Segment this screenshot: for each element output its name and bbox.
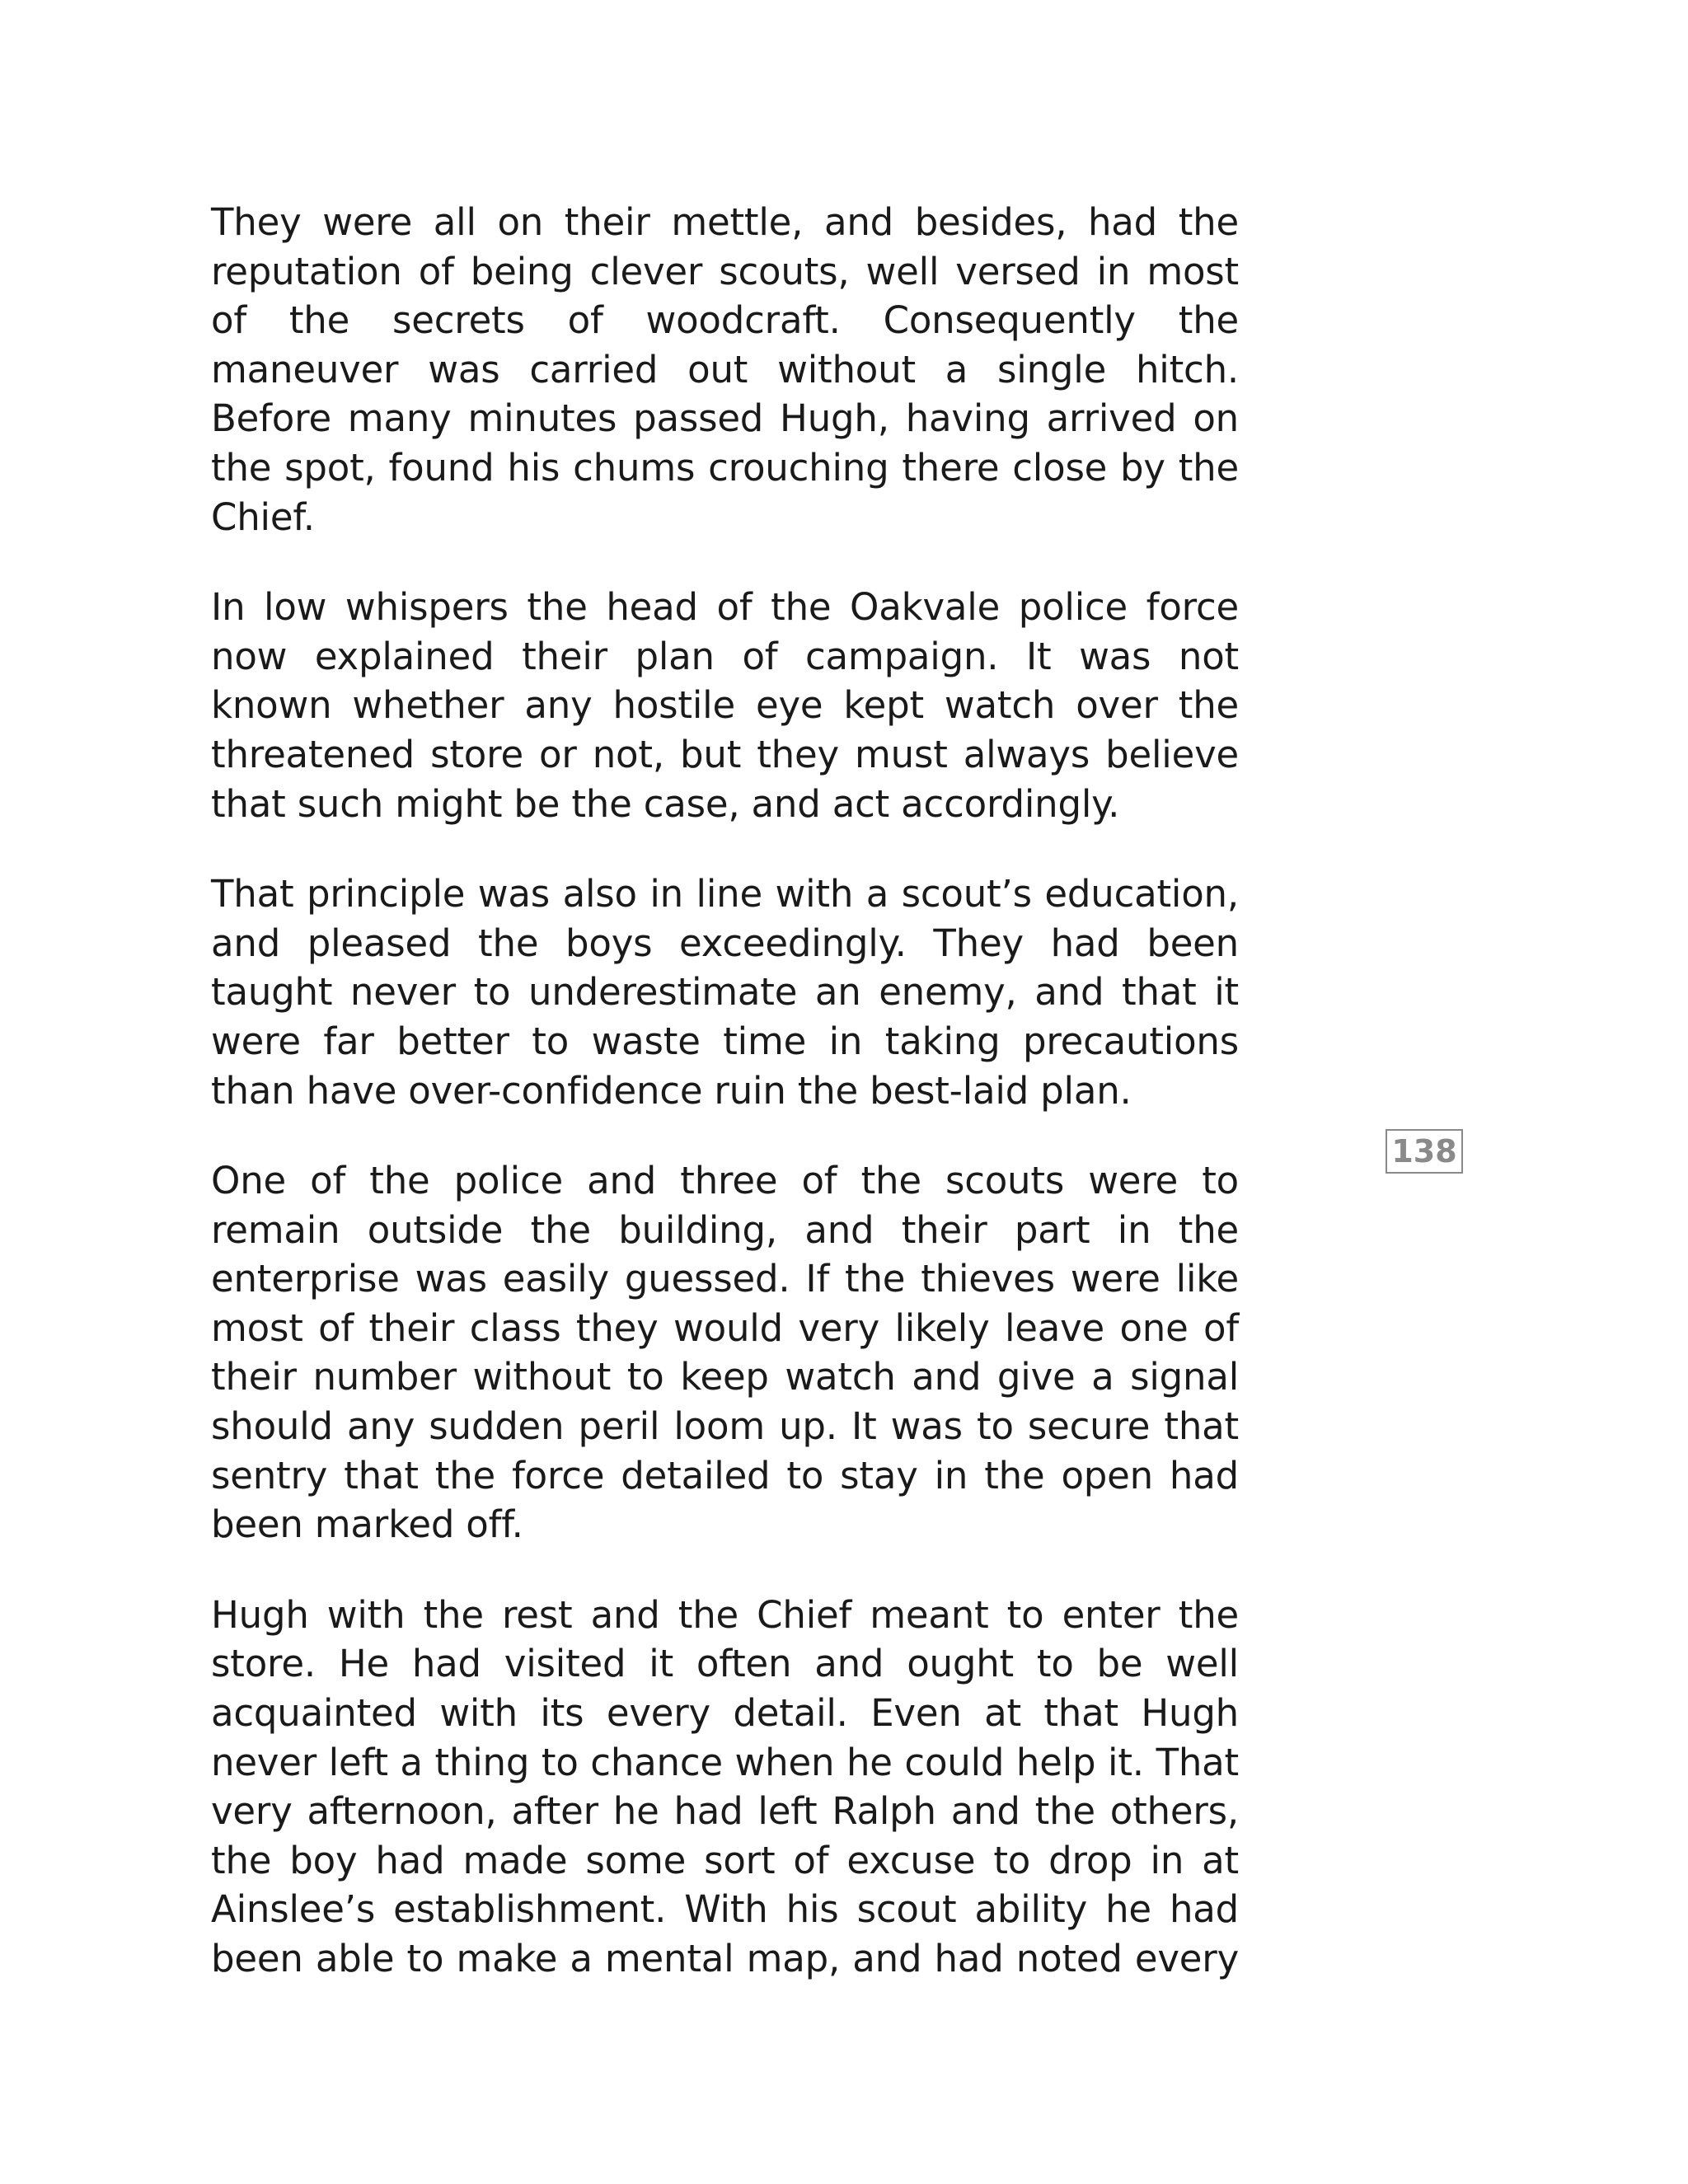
page-number: 138 <box>1386 1129 1463 1174</box>
paragraph-1: They were all on their mettle, and besides, had the reputation of being clever scouts, well versed in most of the secrets of woodcraft. Consequently the maneuver was carried out without a single hitch. Before many minutes passed Hugh, having arrived on the spot, found his chums crouching there close by the Chief. <box>211 200 1239 539</box>
paragraph-2: In low whispers the head of the Oakvale police force now explained their plan of campaign. It was not known whether any hostile eye kept watch over the threatened store or not, but they must always believe that such might be the case, and act accordingly. <box>211 585 1239 826</box>
paragraph-3: That principle was also in line with a scout’s education, and pleased the boys exceedingly. They had been taught never to underestimate an enemy, and that it were far better to waste time in taking precautions than have over-confidence ruin the best-laid plan. <box>211 872 1239 1113</box>
body-text <box>211 198 1239 2025</box>
paragraph-4: One of the police and three of the scouts were to remain outside the building, and their part in the enterprise was easily guessed. If the thieves were like most of their class they would very likely leave one of their number without to keep watch and give a signal should any sudden peril loom up. It was to secure that sentry that the force detailed to stay in the open had been marked off. <box>211 1159 1239 1547</box>
paragraph-5: Hugh with the rest and the Chief meant to enter the store. He had visited it often and ought to be well acquainted with its every detail. Even at that Hugh never left a thing to chance when he could help it. That very afternoon, after he had left Ralph and the others, the boy had made some sort of excuse to drop in at Ainslee’s establishment. With his scout ability he had been able to make a mental map, and had noted every <box>211 1592 1239 1980</box>
